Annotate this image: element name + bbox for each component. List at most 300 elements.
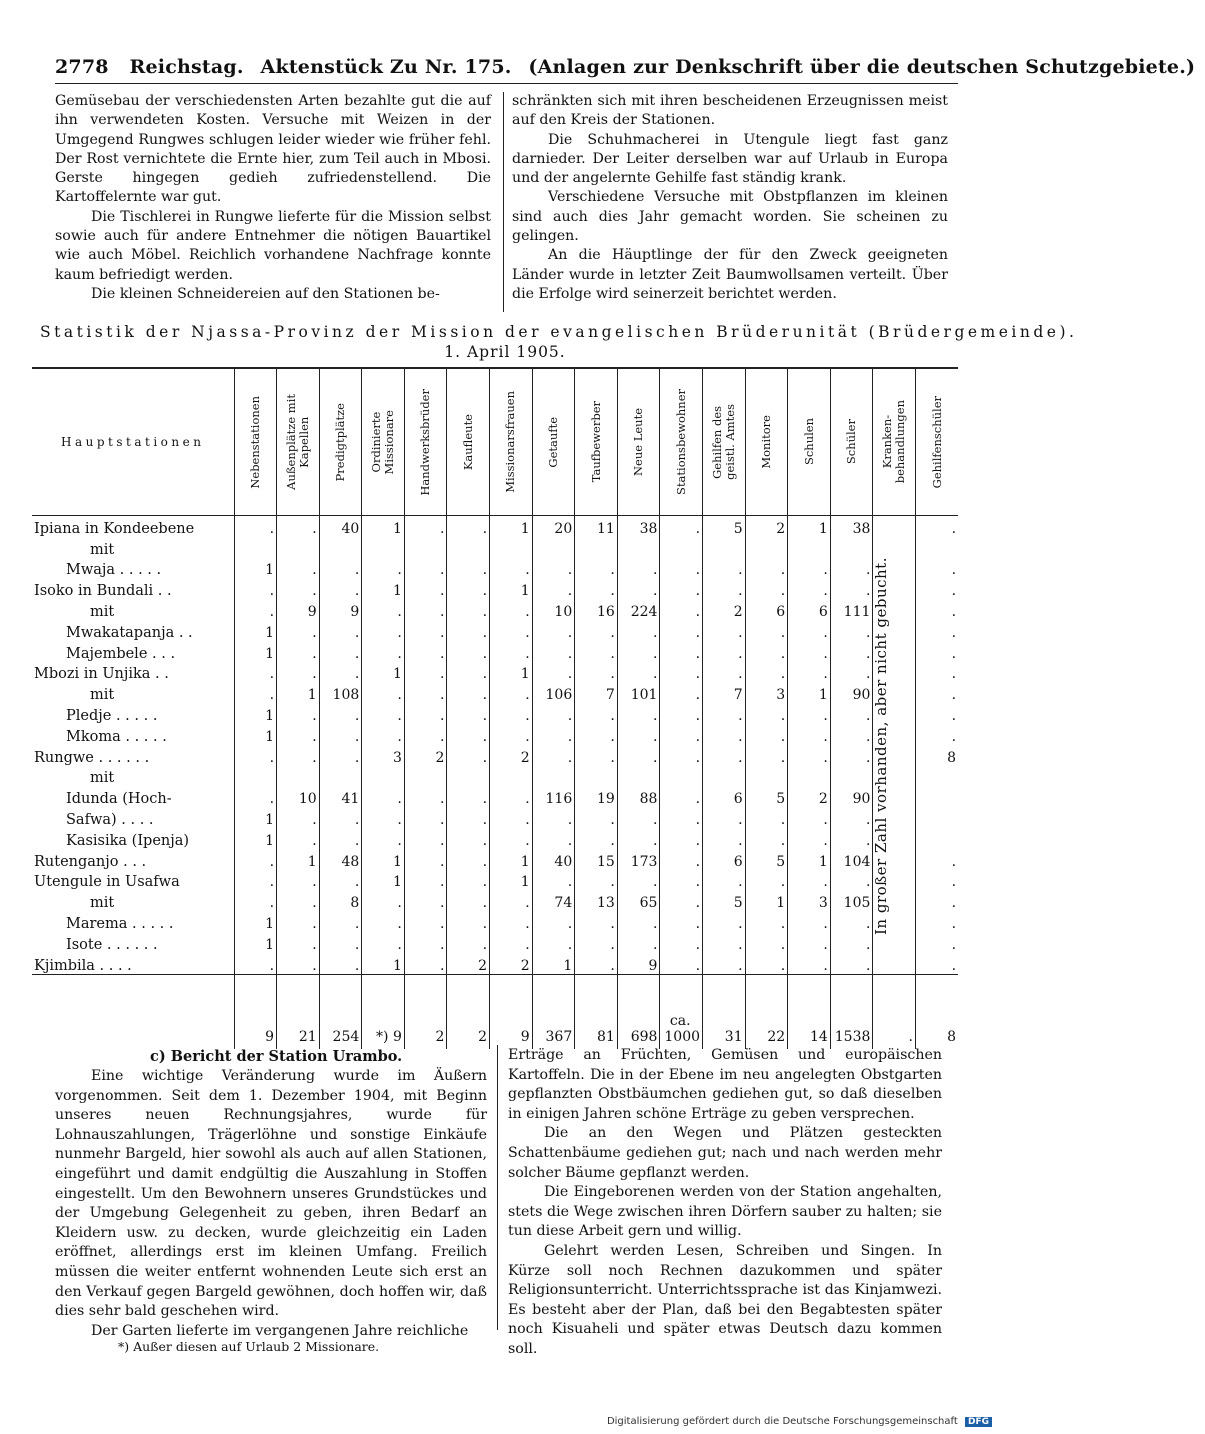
table-cell: . xyxy=(234,516,277,537)
table-cell: . xyxy=(404,703,447,724)
table-cell: . xyxy=(916,849,959,870)
table-cell: 5 xyxy=(703,890,746,911)
column-header xyxy=(404,368,447,516)
header-title: Reichstag. xyxy=(129,56,244,78)
table-cell: . xyxy=(916,724,959,745)
table-row xyxy=(32,911,958,932)
table-cell: . xyxy=(916,953,959,974)
table-cell: 2 xyxy=(490,745,533,766)
table-cell: 5 xyxy=(745,849,788,870)
table-cell: . xyxy=(830,953,873,974)
table-cell: . xyxy=(660,932,703,953)
total-cell: 8 xyxy=(916,974,959,1049)
table-cell: . xyxy=(404,849,447,870)
table-cell: . xyxy=(362,724,405,745)
table-cell: . xyxy=(916,516,959,537)
table-cell: . xyxy=(362,911,405,932)
table-cell: . xyxy=(703,953,746,974)
total-cell: 14 xyxy=(788,974,831,1049)
table-cell: . xyxy=(362,932,405,953)
table-cell: . xyxy=(277,724,320,745)
column-header xyxy=(362,368,405,516)
table-cell: . xyxy=(404,828,447,849)
column-header-label: Monitore xyxy=(758,415,773,469)
table-cell: 8 xyxy=(319,890,362,911)
table-cell: . xyxy=(447,807,490,828)
table-cell xyxy=(447,766,490,787)
table-cell: . xyxy=(447,558,490,579)
column-divider xyxy=(497,1045,498,1330)
table-cell: 5 xyxy=(745,786,788,807)
table-cell: . xyxy=(575,745,618,766)
table-cell: 1 xyxy=(234,641,277,662)
column-header xyxy=(234,368,277,516)
table-cell: 2 xyxy=(703,599,746,620)
table-cell: 101 xyxy=(617,682,660,703)
table-cell: . xyxy=(404,953,447,974)
total-cell: 22 xyxy=(745,974,788,1049)
upper-right-column xyxy=(512,92,948,304)
table-row xyxy=(32,516,958,537)
table-cell: 173 xyxy=(617,849,660,870)
table-cell: . xyxy=(490,724,533,745)
table-cell: . xyxy=(447,682,490,703)
table-cell: 9 xyxy=(617,953,660,974)
table-cell: . xyxy=(575,953,618,974)
table-cell: . xyxy=(532,620,575,641)
station-name-cell: mit xyxy=(90,895,115,912)
table-row xyxy=(32,724,958,745)
table-cell: . xyxy=(532,662,575,683)
column-header xyxy=(617,368,660,516)
total-cell: 2 xyxy=(447,974,490,1049)
column-header-label: Predigtplätze xyxy=(332,402,347,482)
table-cell: 8 xyxy=(916,745,959,766)
column-header-label: Handwerksbrüder xyxy=(418,388,433,496)
table-cell: . xyxy=(660,807,703,828)
table-cell: 38 xyxy=(830,516,873,537)
table-cell: . xyxy=(916,703,959,724)
column-header xyxy=(788,368,831,516)
table-cell: 1 xyxy=(234,703,277,724)
table-cell: . xyxy=(447,724,490,745)
header-rule xyxy=(55,83,958,84)
dfg-logo: DFG xyxy=(965,1417,992,1427)
table-cell: . xyxy=(617,703,660,724)
table-cell: . xyxy=(660,558,703,579)
table-cell: . xyxy=(660,870,703,891)
table-row xyxy=(32,620,958,641)
table-cell: . xyxy=(575,807,618,828)
total-cell: 9 xyxy=(234,974,277,1049)
total-cell: 9 xyxy=(490,974,533,1049)
table-row xyxy=(32,807,958,828)
table-cell: . xyxy=(703,911,746,932)
table-cell: . xyxy=(404,786,447,807)
table-cell xyxy=(916,766,959,787)
table-cell: . xyxy=(404,558,447,579)
table-cell: . xyxy=(788,953,831,974)
table-cell xyxy=(404,537,447,558)
station-name-cell: Kasisika (Ipenja) xyxy=(66,832,190,849)
table-cell: . xyxy=(277,641,320,662)
table-cell: 5 xyxy=(703,516,746,537)
table-cell: . xyxy=(447,932,490,953)
table-cell: . xyxy=(916,932,959,953)
table-cell: . xyxy=(617,641,660,662)
table-cell xyxy=(617,766,660,787)
table-cell xyxy=(916,786,959,807)
table-cell: . xyxy=(617,620,660,641)
table-cell: . xyxy=(319,578,362,599)
table-cell: . xyxy=(447,849,490,870)
table-cell xyxy=(532,537,575,558)
table-cell: . xyxy=(617,932,660,953)
table-cell: . xyxy=(575,578,618,599)
table-cell: . xyxy=(447,786,490,807)
table-cell xyxy=(277,537,320,558)
table-cell: . xyxy=(532,807,575,828)
table-cell: . xyxy=(830,662,873,683)
table-cell: 1 xyxy=(234,911,277,932)
table-cell xyxy=(490,537,533,558)
table-cell: . xyxy=(319,703,362,724)
table-cell xyxy=(745,537,788,558)
table-row xyxy=(32,558,958,579)
table-cell: . xyxy=(830,703,873,724)
column-header-label: Gehilfen des geistl. Amtes xyxy=(709,404,737,480)
table-cell: . xyxy=(660,703,703,724)
table-cell: . xyxy=(490,703,533,724)
table-cell: . xyxy=(404,932,447,953)
table-cell: . xyxy=(362,786,405,807)
table-cell xyxy=(277,766,320,787)
table-cell: . xyxy=(277,578,320,599)
column-header-label: Neue Leute xyxy=(631,407,646,476)
table-cell: . xyxy=(490,786,533,807)
table-cell: . xyxy=(404,620,447,641)
table-cell: . xyxy=(703,870,746,891)
column-header xyxy=(575,368,618,516)
table-cell xyxy=(362,537,405,558)
table-cell: . xyxy=(703,620,746,641)
table-cell: . xyxy=(234,870,277,891)
station-name-cell: Isoko in Bundali . . xyxy=(34,583,172,600)
station-name-cell: Rutenganjo . . . xyxy=(34,853,147,870)
table-cell: . xyxy=(362,828,405,849)
table-cell: . xyxy=(319,932,362,953)
table-cell: . xyxy=(447,641,490,662)
table-cell: 6 xyxy=(703,786,746,807)
table-cell: . xyxy=(277,890,320,911)
table-cell: . xyxy=(277,953,320,974)
table-row xyxy=(32,662,958,683)
table-cell xyxy=(447,537,490,558)
table-cell: 88 xyxy=(617,786,660,807)
table-cell: . xyxy=(490,682,533,703)
total-cell: 81 xyxy=(575,974,618,1049)
table-cell: . xyxy=(404,641,447,662)
table-cell: . xyxy=(532,870,575,891)
table-cell xyxy=(788,766,831,787)
table-cell: . xyxy=(234,890,277,911)
table-cell: . xyxy=(234,662,277,683)
table-cell: . xyxy=(277,745,320,766)
table-cell: . xyxy=(916,890,959,911)
table-cell xyxy=(830,537,873,558)
station-name-cell: Pledje . . . . . xyxy=(66,707,158,724)
table-cell: 16 xyxy=(575,599,618,620)
table-cell: . xyxy=(362,807,405,828)
table-cell: . xyxy=(745,953,788,974)
table-cell: . xyxy=(532,558,575,579)
table-cell: . xyxy=(660,786,703,807)
table-cell: . xyxy=(660,620,703,641)
table-cell: . xyxy=(745,932,788,953)
table-cell: . xyxy=(703,807,746,828)
table-cell: 6 xyxy=(745,599,788,620)
upper-left-column xyxy=(55,92,491,304)
table-cell: . xyxy=(916,911,959,932)
table-cell: 7 xyxy=(703,682,746,703)
report-left-column xyxy=(55,1067,487,1341)
table-cell: . xyxy=(234,578,277,599)
table-cell: 6 xyxy=(788,599,831,620)
table-cell: 3 xyxy=(788,890,831,911)
table-cell: 11 xyxy=(575,516,618,537)
column-header-label: Kranken- behandlungen xyxy=(880,400,908,484)
column-header xyxy=(532,368,575,516)
column-header-label: Stationsbewohner xyxy=(673,389,688,495)
paragraph: schränkten sich mit ihren bescheidenen Erzeugnissen meist auf den Kreis der Stationen. xyxy=(512,93,948,129)
table-cell: . xyxy=(788,724,831,745)
table-cell: . xyxy=(703,558,746,579)
table-cell: 2 xyxy=(788,786,831,807)
table-row xyxy=(32,599,958,620)
paragraph: Die Eingeborenen werden von der Station angehalten, stets die Wege zwischen ihren Dörfern sauber zu halten; sie tun diese Arbeit gern und willig. xyxy=(508,1184,942,1240)
station-name-cell: Marema . . . . . xyxy=(66,915,174,932)
table-cell: 10 xyxy=(532,599,575,620)
table-cell: . xyxy=(830,724,873,745)
paragraph: Die Schuhmacherei in Utengule liegt fast ganz darnieder. Der Leiter derselben war auf Urlaub in Europa und der angelernte Gehilfe fast ständig krank. xyxy=(512,131,948,187)
column-header xyxy=(447,368,490,516)
table-cell: . xyxy=(404,890,447,911)
table-cell: 6 xyxy=(703,849,746,870)
table-cell: . xyxy=(830,911,873,932)
table-cell: . xyxy=(617,870,660,891)
table-cell: . xyxy=(830,807,873,828)
table-cell: . xyxy=(362,558,405,579)
table-cell: . xyxy=(617,724,660,745)
table-cell xyxy=(660,537,703,558)
table-cell: . xyxy=(788,703,831,724)
table-cell: . xyxy=(745,828,788,849)
table-cell: . xyxy=(490,641,533,662)
table-cell: . xyxy=(575,641,618,662)
table-cell: 38 xyxy=(617,516,660,537)
table-cell: 1 xyxy=(362,870,405,891)
table-cell: 2 xyxy=(404,745,447,766)
table-cell xyxy=(319,537,362,558)
table-cell: . xyxy=(404,724,447,745)
table-cell xyxy=(660,766,703,787)
table-cell: . xyxy=(319,911,362,932)
table-cell: 1 xyxy=(362,662,405,683)
table-cell: 90 xyxy=(830,786,873,807)
table-cell: . xyxy=(575,620,618,641)
table-cell: . xyxy=(745,662,788,683)
statistics-table xyxy=(32,367,958,1049)
table-header-row xyxy=(32,368,958,516)
rotated-note: In großer Zahl vorhanden, aber nicht gebucht. xyxy=(872,557,890,935)
table-cell xyxy=(916,828,959,849)
total-cell: 31 xyxy=(703,974,746,1049)
table-cell: . xyxy=(745,558,788,579)
table-cell: . xyxy=(319,558,362,579)
table-cell: . xyxy=(277,828,320,849)
table-cell: . xyxy=(788,911,831,932)
column-header xyxy=(319,368,362,516)
column-header-label: Kaufleute xyxy=(460,413,475,471)
table-cell: . xyxy=(788,558,831,579)
table-cell: . xyxy=(319,828,362,849)
table-cell: 90 xyxy=(830,682,873,703)
table-cell: 1 xyxy=(745,890,788,911)
table-cell: . xyxy=(575,558,618,579)
table-cell: . xyxy=(490,828,533,849)
table-row xyxy=(32,766,958,787)
table-cell: . xyxy=(660,911,703,932)
table-cell: . xyxy=(319,662,362,683)
station-name-cell: Mwaja . . . . . xyxy=(66,562,162,579)
table-row xyxy=(32,537,958,558)
table-cell: 2 xyxy=(490,953,533,974)
table-cell: . xyxy=(617,578,660,599)
table-cell: . xyxy=(532,641,575,662)
table-cell: . xyxy=(277,558,320,579)
column-header-label: Missionarsfrauen xyxy=(503,391,518,493)
table-cell: . xyxy=(404,516,447,537)
header-document: Aktenstück Zu Nr. 175. xyxy=(260,56,512,78)
total-cell: 21 xyxy=(277,974,320,1049)
table-cell: . xyxy=(703,932,746,953)
paragraph: Die kleinen Schneidereien auf den Stationen be- xyxy=(91,285,440,302)
table-cell: 1 xyxy=(490,516,533,537)
table-cell: . xyxy=(447,911,490,932)
total-cell: 254 xyxy=(319,974,362,1049)
table-cell: . xyxy=(617,745,660,766)
column-divider xyxy=(503,92,504,312)
station-name-cell: Idunda (Hoch- xyxy=(66,791,172,808)
report-heading: c) Bericht der Station Urambo. xyxy=(150,1048,403,1065)
table-cell: . xyxy=(362,890,405,911)
table-row xyxy=(32,745,958,766)
table-cell: . xyxy=(660,828,703,849)
table-cell: . xyxy=(447,703,490,724)
table-cell: . xyxy=(404,578,447,599)
column-header-label: Nebenstationen xyxy=(247,395,262,489)
table-row xyxy=(32,703,958,724)
table-cell: 1 xyxy=(490,870,533,891)
table-cell: . xyxy=(916,578,959,599)
table-cell: 224 xyxy=(617,599,660,620)
table-cell: . xyxy=(319,745,362,766)
table-cell: 1 xyxy=(234,807,277,828)
paragraph: Erträge an Früchten, Gemüsen und europäischen Kartoffeln. Die in der Ebene im neu angelegten Obstgarten gepflanzten Obstbäumchen gediehen gut, so daß dieselben in einigen Jahren schöne Erträge zu geben versprechen. xyxy=(508,1047,942,1122)
table-cell: . xyxy=(617,558,660,579)
table-cell: . xyxy=(788,870,831,891)
table-cell: . xyxy=(703,578,746,599)
table-cell: . xyxy=(277,516,320,537)
table-cell: . xyxy=(745,703,788,724)
table-row xyxy=(32,578,958,599)
table-cell xyxy=(873,953,916,974)
table-cell: 1 xyxy=(490,662,533,683)
table-cell xyxy=(234,766,277,787)
table-cell: . xyxy=(745,724,788,745)
table-cell: . xyxy=(830,745,873,766)
table-cell: . xyxy=(490,620,533,641)
table-cell: 1 xyxy=(362,849,405,870)
table-cell xyxy=(788,537,831,558)
paragraph: Der Garten lieferte im vergangenen Jahre reichliche xyxy=(91,1322,469,1339)
table-cell: . xyxy=(404,870,447,891)
table-cell: . xyxy=(532,828,575,849)
table-cell: . xyxy=(234,849,277,870)
paragraph: Die Tischlerei in Rungwe lieferte für die Mission selbst sowie auch für andere Entnehmer die nötigen Bauartikel wie auch Möbel. Reichlich vorhandene Nachfrage konnte kaum befriedigt werden. xyxy=(55,208,491,283)
page-header xyxy=(55,56,1196,78)
table-cell: . xyxy=(447,745,490,766)
table-cell: . xyxy=(319,870,362,891)
table-cell: 1 xyxy=(490,578,533,599)
table-cell: 1 xyxy=(362,578,405,599)
table-cell: . xyxy=(745,911,788,932)
table-cell: . xyxy=(703,703,746,724)
table-cell: . xyxy=(830,932,873,953)
table-row xyxy=(32,786,958,807)
table-cell xyxy=(532,766,575,787)
table-cell: . xyxy=(788,662,831,683)
table-cell xyxy=(617,537,660,558)
page-number: 2778 xyxy=(55,56,109,78)
table-cell: . xyxy=(319,620,362,641)
column-header xyxy=(703,368,746,516)
column-header xyxy=(873,368,916,516)
paragraph: An die Häuptlinge der für den Zweck geeigneten Länder wurde in letzter Zeit Baumwollsamen verteilt. Über die Erfolge wird seinerzeit berichtet werden. xyxy=(512,247,948,302)
table-body xyxy=(32,516,958,1049)
table-cell: . xyxy=(234,599,277,620)
table-cell: 7 xyxy=(575,682,618,703)
table-cell: . xyxy=(447,662,490,683)
table-cell: 15 xyxy=(575,849,618,870)
paragraph: Gemüsebau der verschiedensten Arten bezahlte gut die auf ihn verwendeten Kosten. Versuche mit Weizen in der Umgegend Rungwes schlugen leider wieder wie früher fehl. Der Rost vernichtete die Ernte hier, zum Teil auch in Mbosi. Gerste hingegen gedieh zufriedenstellend. Die Kartoffelernte war gut. xyxy=(55,93,491,206)
table-cell: . xyxy=(703,745,746,766)
column-header-label: Schüler xyxy=(844,419,859,465)
table-cell: 1 xyxy=(788,682,831,703)
table-cell: . xyxy=(916,870,959,891)
table-cell: . xyxy=(575,870,618,891)
table-cell: . xyxy=(916,558,959,579)
table-cell: . xyxy=(277,932,320,953)
table-cell: . xyxy=(830,828,873,849)
column-header-label: Ordinierte Missionare xyxy=(369,409,397,475)
table-cell: . xyxy=(745,807,788,828)
table-cell xyxy=(916,807,959,828)
paragraph: Verschiedene Versuche mit Obstpflanzen im kleinen sind auch dies Jahr gemacht worden. Sie scheinen zu gelingen. xyxy=(512,189,948,245)
station-name-cell: Safwa) . . . . xyxy=(66,811,154,828)
table-cell: 20 xyxy=(532,516,575,537)
station-name-cell: mit xyxy=(90,541,115,558)
